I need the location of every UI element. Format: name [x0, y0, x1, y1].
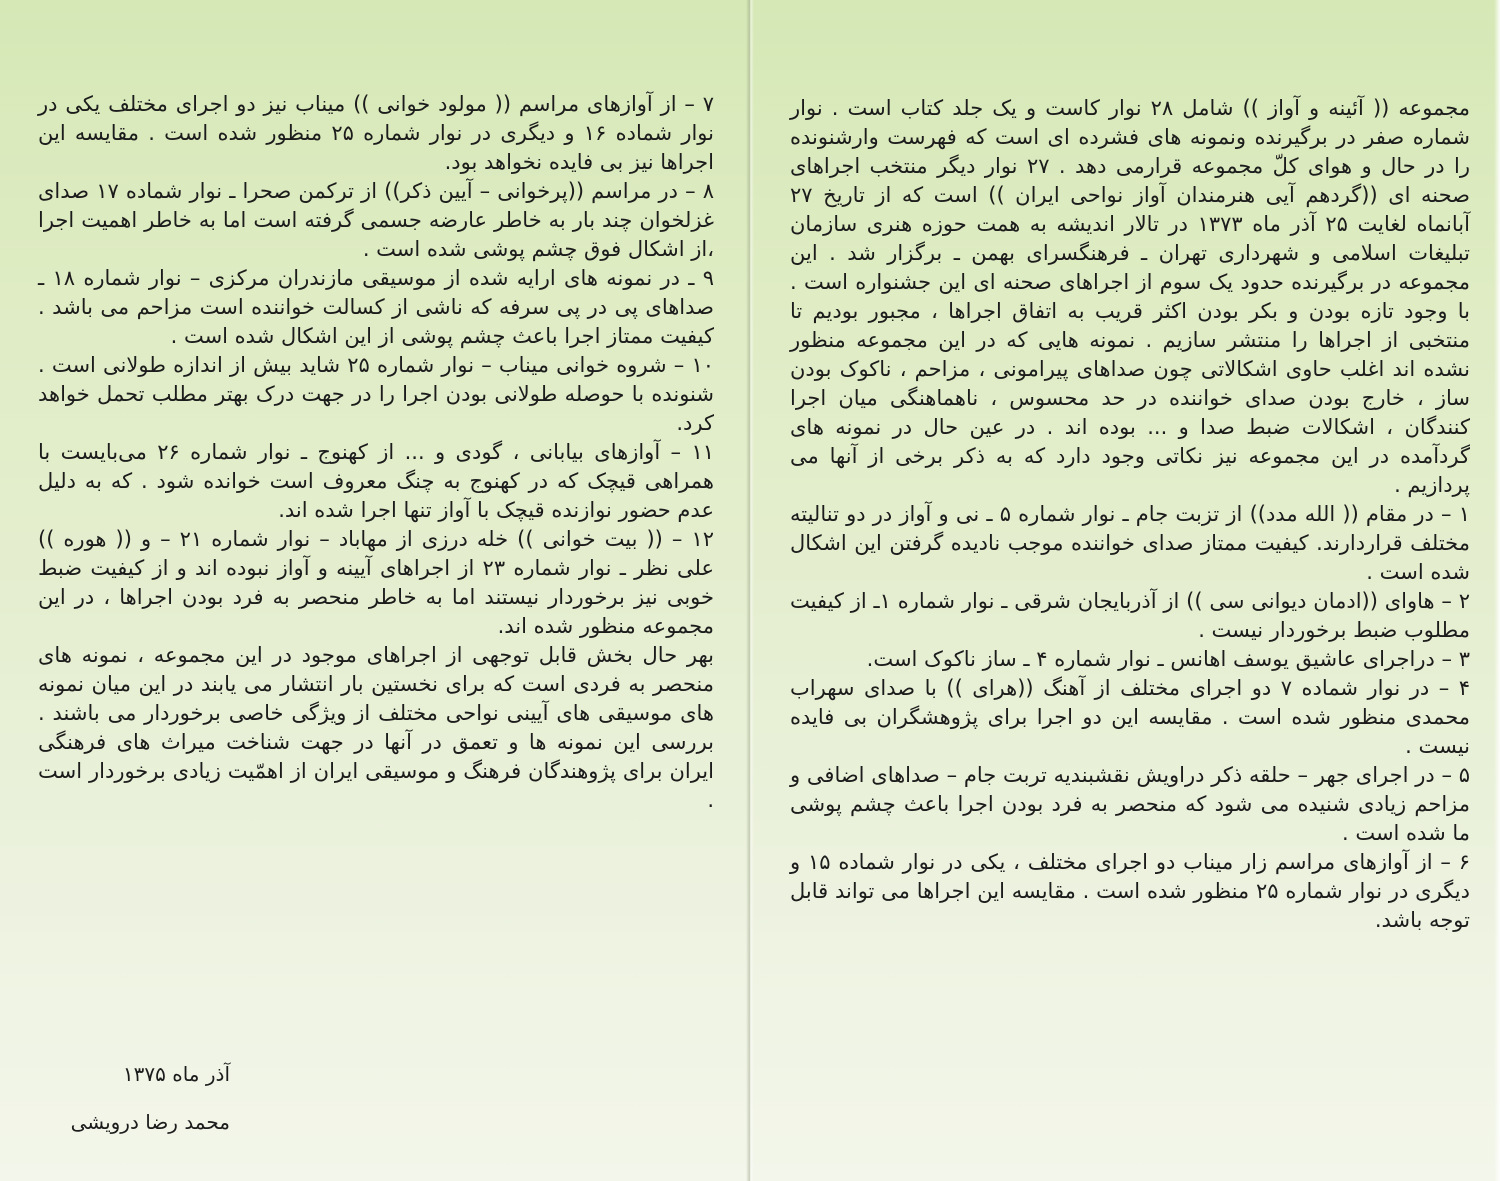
signature-date: آذر ماه ۱۳۷۵ [122, 1062, 230, 1086]
signature-block [20, 1050, 230, 1146]
left-paragraph-9: ۹ ـ در نمونه های ارایه شده از موسیقی مازندران مرکزی – نوار شماره ۱۸ ـ صداهای پی در پی سرفه که ناشی از کسالت خواننده است مزاحم می باشد . کیفیت ممتاز اجرا باعث چشم پوشی از این اشکال شده است . [38, 266, 714, 348]
right-paragraph-1: ۱ – در مقام (( الله مدد)) از تزبت جام ـ نوار شماره ۵ ـ نی و آواز در دو تنالیته مختلف قراردارند. کیفیت ممتاز صدای خواننده موجب نادیده گرفتن این اشکال شده است . [790, 502, 1470, 584]
left-paragraph-12: ۱۲ – (( بیت خوانی )) خله درزی از مهاباد – نوار شماره ۲۱ – و (( هوره )) علی نظر ـ نوار شماره ۲۳ از اجراهای آیینه و آواز نبوده اند و از کیفیت ضبط خوبی نیز برخوردار نیستند اما به خاطر منحصر به فرد بودن اجراها ، در این مجموعه منظور شده اند. [38, 527, 714, 638]
right-paragraph-intro: مجموعه (( آئینه و آواز )) شامل ۲۸ نوار کاست و یک جلد کتاب است . نوار شماره صفر در برگیرنده ونمونه های فشرده ای است که فهرست وارشنونده را در حال و هوای کلّ مجموعه قرارمی دهد . ۲۷ نوار دیگر منتخب اجراهای صحنه ای ((گردهم آیی هنرمندان آواز نواحی ایران )) است که از تاریخ ۲۷ آبانماه لغایت ۲۵ آذر ماه ۱۳۷۳ در تالار اندیشه به همت حوزه هنری سازمان تبلیغات اسلامی و شهرداری تهران ـ فرهنگسرای بهمن ـ برگزار شد . این مجموعه در برگیرنده حدود یک سوم از اجراهای صحنه ای این جشنواره است . با وجود تازه بودن و بکر بودن اکثر قریب به اتفاق اجراها ، مجبور بودیم تا منتخبی از اجراها را منتشر سازیم . نمونه هایی که در این مجموعه منظور نشده اند اغلب حاوی اشکالاتی چون صداهای پیرامونی ، مزاحم ، ناکوک بودن ساز ، خارج بودن صدای خواننده در حد محسوس ، ناهماهنگی میان اجرا کنندگان ، اشکالات ضبط صدا و ... بوده اند . در عین حال در نمونه های گردآمده در این مجموعه نیز نکاتی وجود دارد که به ذکر برخی از آنها می پردازیم . [790, 96, 1470, 497]
page-edge [1494, 0, 1500, 1181]
left-column [38, 90, 714, 815]
signature-author: محمد رضا درویشی [70, 1110, 230, 1134]
left-paragraph-8: ۸ – در مراسم ((پرخوانی – آیین ذکر)) از ترکمن صحرا ـ نوار شماده ۱۷ صدای غزلخوان چند بار به خاطر عارضه جسمی گرفته است اما به خاطر اهمیت اجرا ،از اشکال فوق چشم پوشی شده است . [38, 179, 714, 261]
right-paragraph-3: ۳ – دراجرای عاشیق یوسف اهانس ـ نوار شماره ۴ ـ ساز ناکوک است. [866, 647, 1470, 671]
right-paragraph-2: ۲ – هاوای ((ادمان دیوانی سی )) از آذربایجان شرقی ـ نوار شماره ۱ـ از کیفیت مطلوب ضبط برخوردار نیست . [790, 589, 1470, 642]
right-paragraph-4: ۴ – در نوار شماده ۷ دو اجرای مختلف از آهنگ ((هرای )) با صدای سهراب محمدی منظور شده است . مقایسه این دو اجرا برای پژوهشگران بی فایده نیست . [790, 676, 1471, 758]
center-fold [746, 0, 754, 1181]
right-paragraph-5: ۵ – در اجرای جهر – حلقه ذکر دراویش نقشبندیه تربت جام – صداهای اضافی و مزاحم زیادی شنیده می شود که منحصر به فرد بودن اجرا باعث چشم پوشی ما شده است . [790, 763, 1470, 845]
left-paragraph-11: ۱۱ – آوازهای بیابانی ، گودی و ... از کهنوج ـ نوار شماره ۲۶ می‌بایست با همراهی قیچک که در کهنوج به چنگ معروف است خوانده شود . که به دلیل عدم حضور نوازنده قیچک با آواز تنها اجرا شده اند. [38, 440, 714, 522]
right-column [790, 94, 1470, 935]
left-paragraph-10: ۱۰ – شروه خوانی میناب – نوار شماره ۲۵ شاید بیش از اندازه طولانی است . شنونده با حوصله طولانی بودن اجرا را در جهت درک بهتر مطلب تحمل خواهد کرد. [38, 353, 715, 435]
left-paragraph-conclusion: بهر حال بخش قابل توجهی از اجراهای موجود در این مجموعه ، نمونه های منحصر به فردی است که برای نخستین بار انتشار می یابند در این میان نمونه های موسیقی های آیینی نواحی مختلف از ویژگی خاصی برخوردار می باشند . بررسی این نمونه ها و تعمق در آنها در جهت شناخت میراث های فرهنگی ایران برای پژوهندگان فرهنگ و موسیقی ایران از اهمّیت زیادی برخوردار است . [38, 643, 714, 812]
right-paragraph-6: ۶ – از آوازهای مراسم زار میناب دو اجرای مختلف ، یکی در نوار شماده ۱۵ و دیگری در نوار شماره ۲۵ منظور شده است . مقایسه این اجراها می تواند قابل توجه باشد. [790, 850, 1470, 932]
left-paragraph-7: ۷ – از آوازهای مراسم (( مولود خوانی )) میناب نیز دو اجرای مختلف یکی در نوار شماده ۱۶ و دیگری در نوار شماره ۲۵ منظور شده است . مقایسه این اجراها نیز بی فایده نخواهد بود. [38, 92, 714, 174]
